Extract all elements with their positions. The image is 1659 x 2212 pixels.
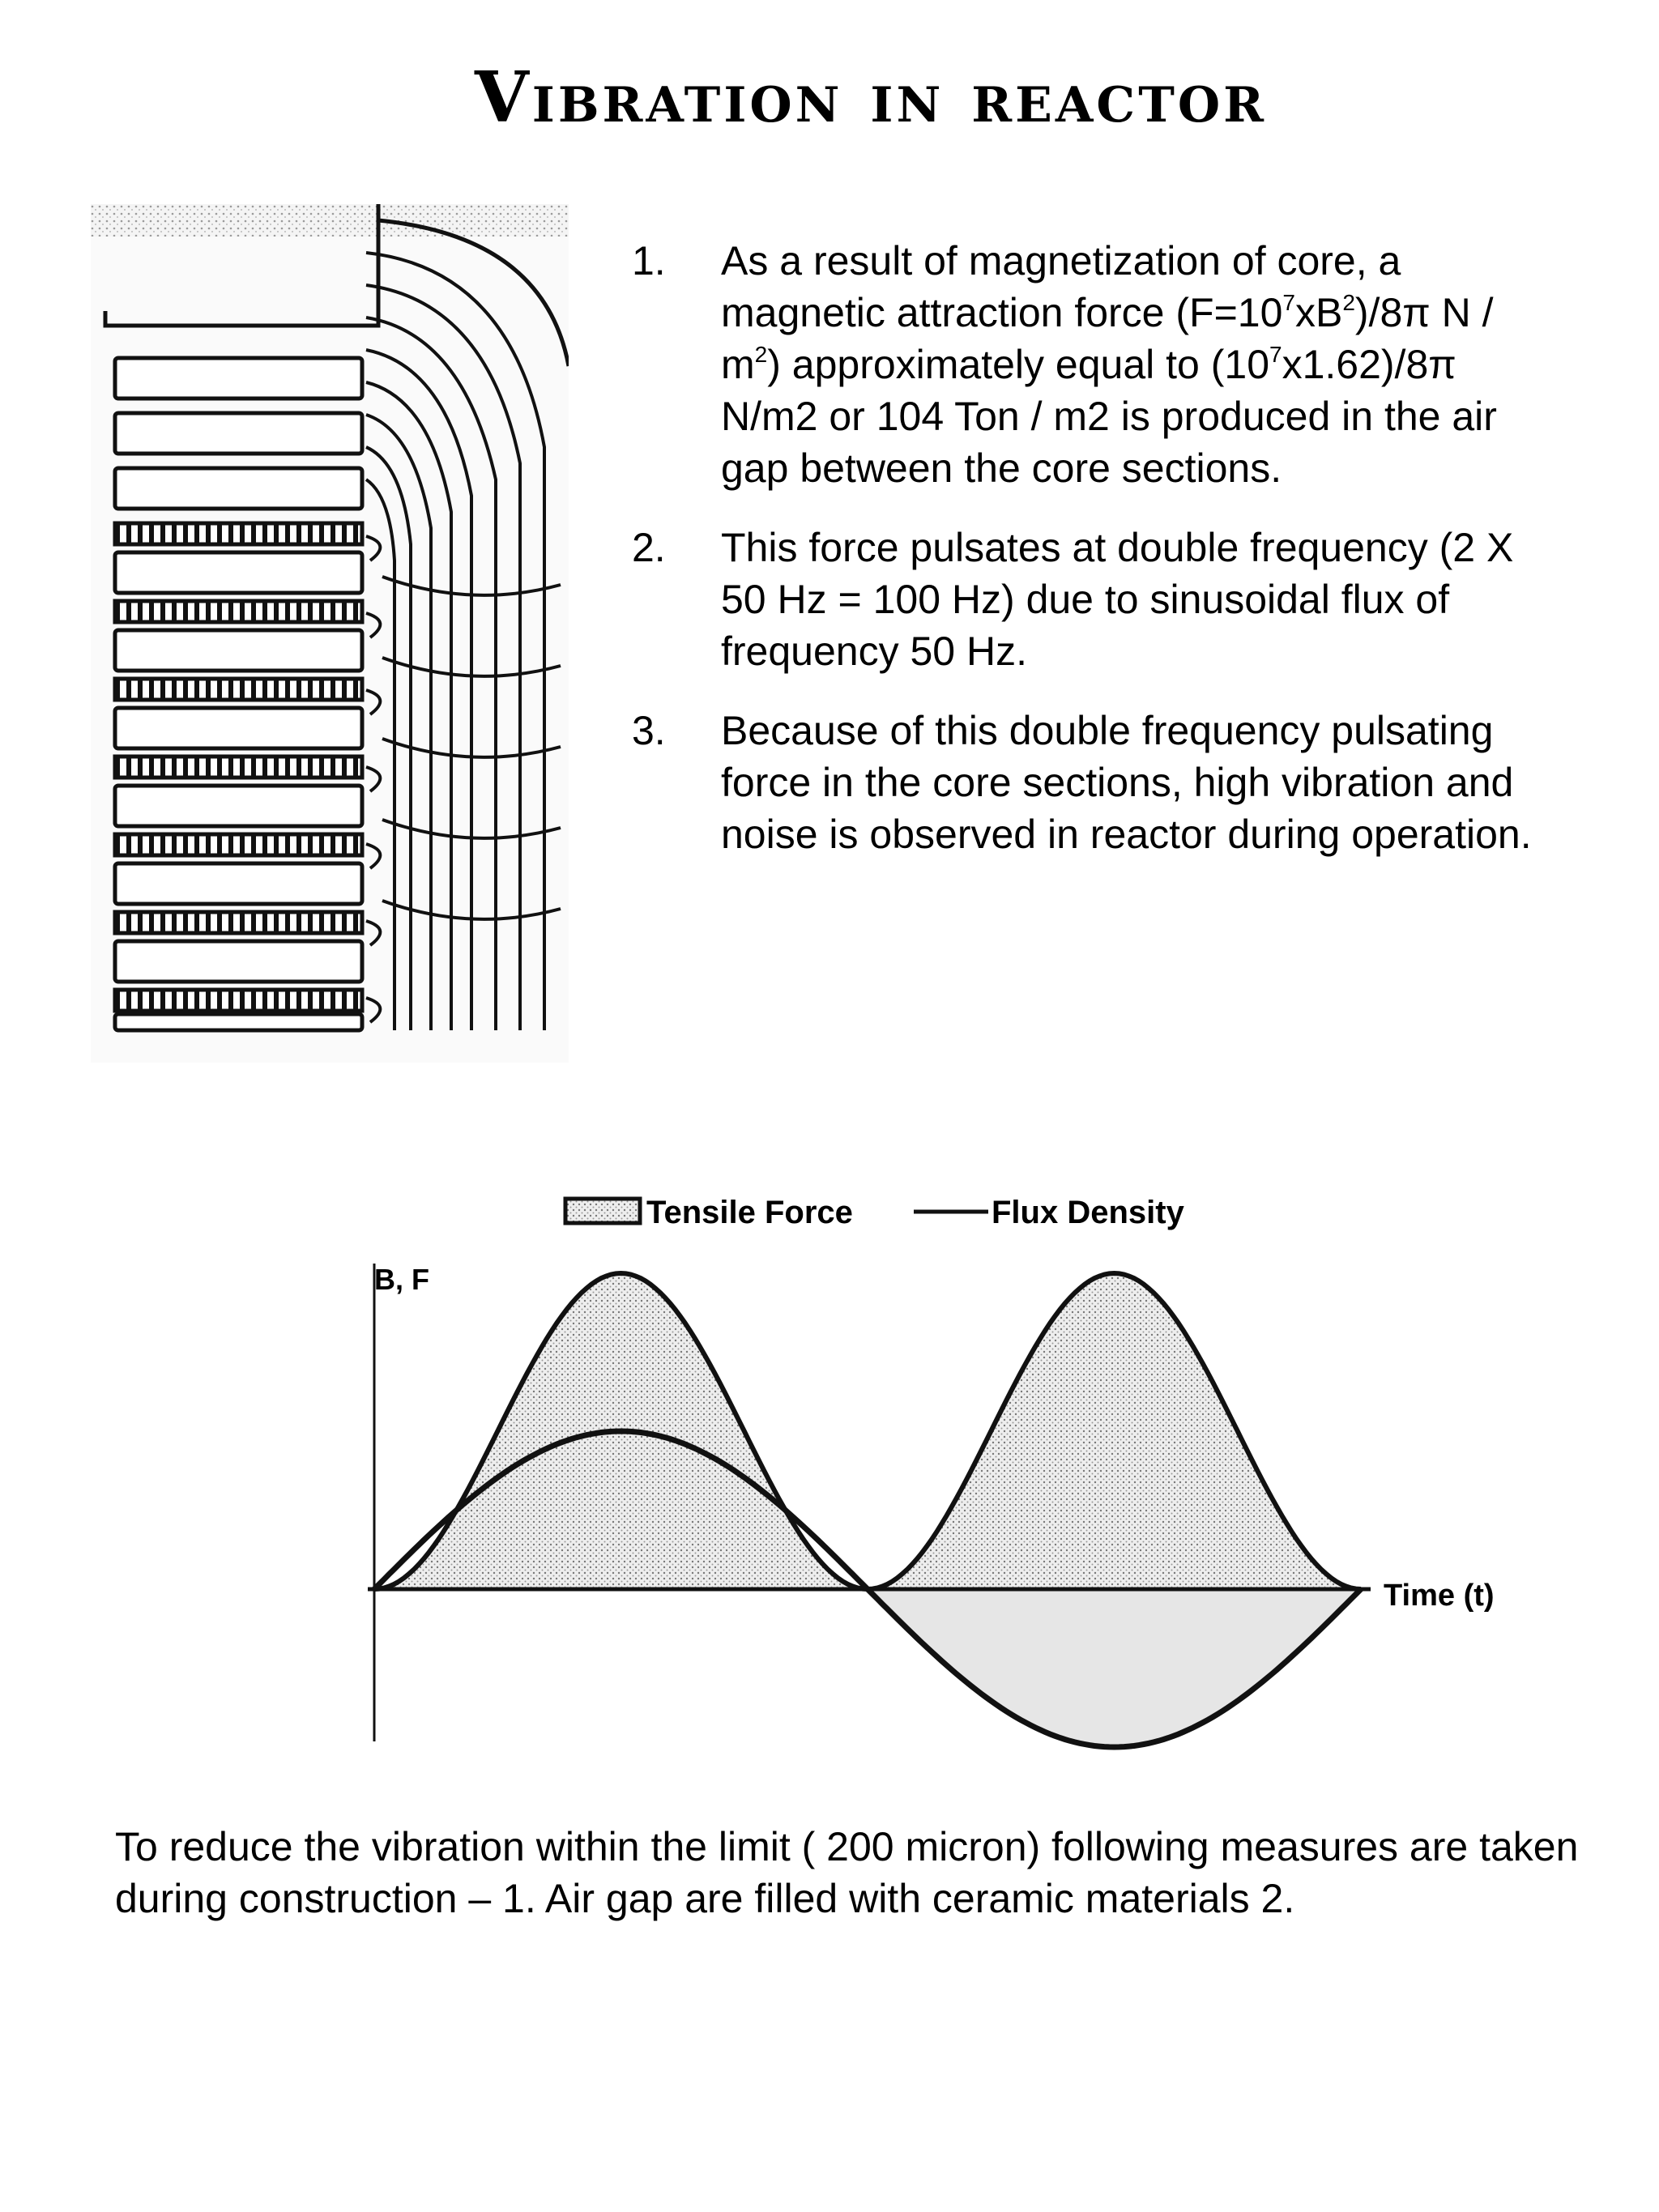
y-axis-label: B, F xyxy=(374,1263,429,1296)
list-number: 1. xyxy=(632,238,666,283)
list-text: Because of this double frequency pulsating force in the core sections, high vibration and noise is observed in reactor during operation. xyxy=(721,708,1532,857)
flux-force-chart xyxy=(356,1174,1507,1758)
tensile-force-area xyxy=(374,1273,1361,1589)
legend-label: Tensile Force xyxy=(646,1195,853,1230)
list-item xyxy=(632,705,1563,860)
flux-negative-area xyxy=(868,1589,1361,1747)
legend-swatch xyxy=(565,1199,640,1223)
core-flux-field-figure xyxy=(91,204,569,1063)
explanation-list xyxy=(632,235,1563,888)
x-axis-label: Time (t) xyxy=(1384,1579,1495,1613)
page-title: Vibration in reactor xyxy=(475,57,1267,139)
footer-text: To reduce the vibration within the limit ( 200 micron) following measures are taken during construction – 1. Air gap are filled with ceramic materials 2. xyxy=(115,1824,1579,1921)
list-number: 2. xyxy=(632,525,666,570)
list-text: This force pulsates at double frequency (2 X 50 Hz = 100 Hz) due to sinusoidal flux of frequency 50 Hz. xyxy=(721,525,1514,674)
list-number: 3. xyxy=(632,708,666,753)
list-item: 1. As a result of magnetization of core, a magnetic attraction force $(F=10^7xB^2)/8\pi$ N / $m^2$) approximately equal to $(10^7x1.62)/8\pi$ N/m2 or 104 Ton / m2 is produced in the air gap between the core sections. xyxy=(632,235,1563,494)
list-item xyxy=(632,522,1563,677)
legend-label: Flux Density xyxy=(992,1195,1184,1230)
